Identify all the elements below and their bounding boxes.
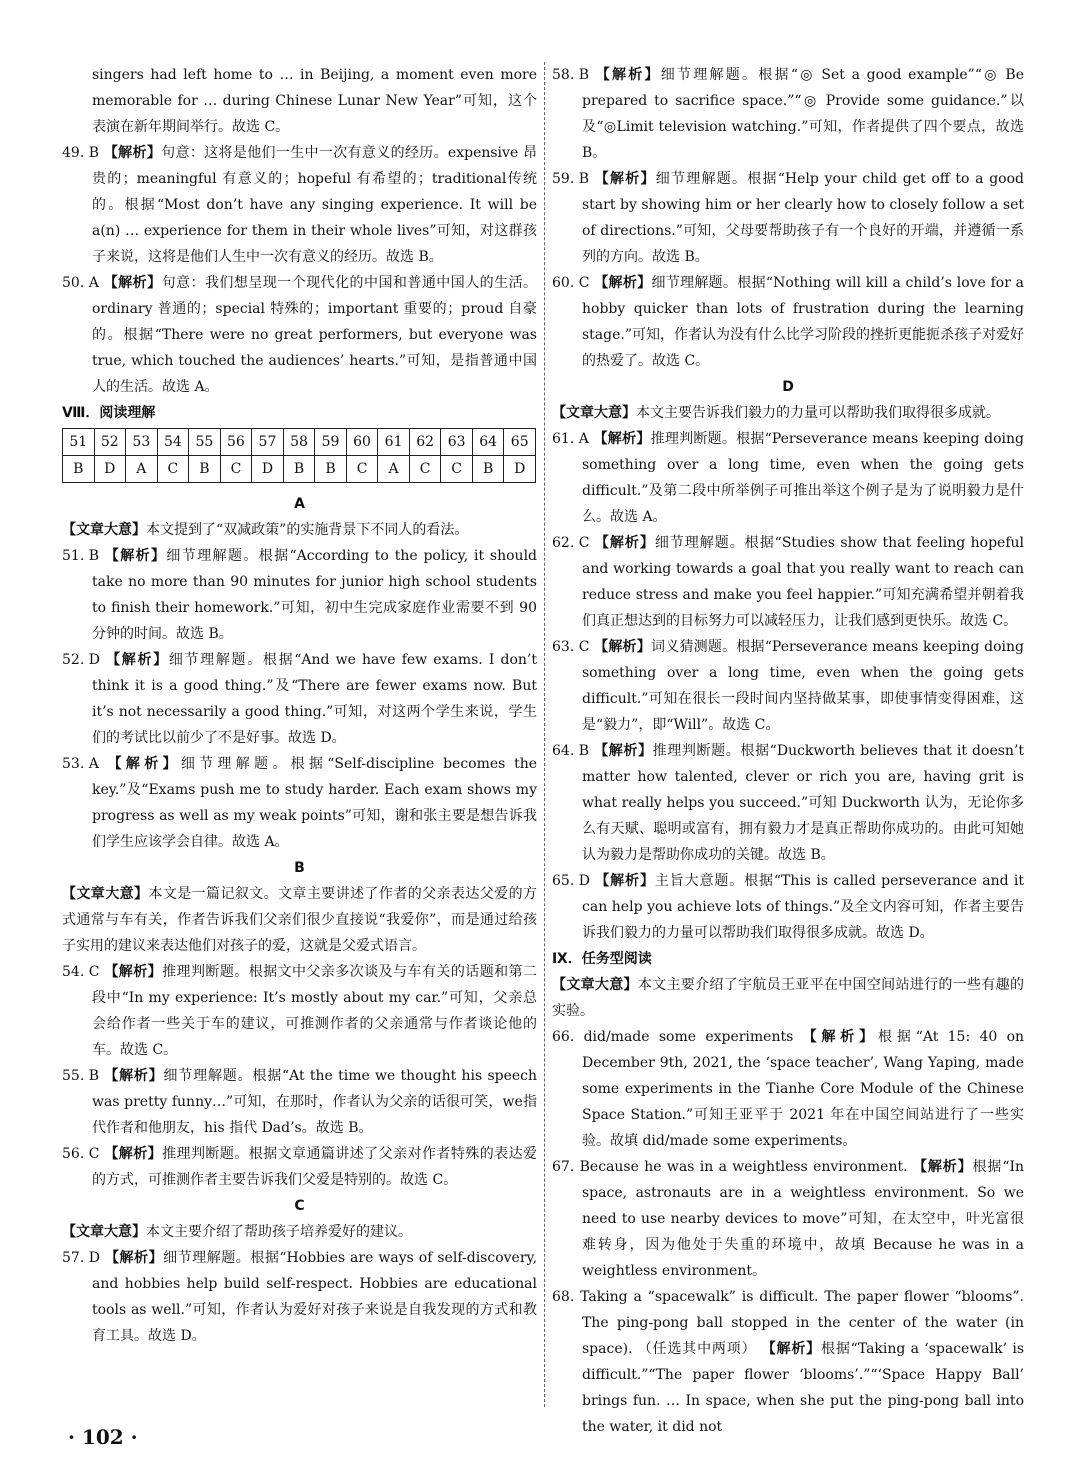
answer-55-text: 细节理解题。根据“At the time we thought his speech was pretty funny…”可知，在那时，作者认为父亲的话很可笑，we指代作者和他朋友，his 指代 Dad’s。故选 B。 bbox=[92, 1068, 538, 1136]
table-cell: 64 bbox=[472, 429, 504, 456]
answer-52 bbox=[62, 647, 537, 751]
summary-c-text: 本文主要介绍了帮助孩子培养爱好的建议。 bbox=[146, 1224, 412, 1240]
answer-60 bbox=[552, 270, 1024, 374]
summary-a bbox=[62, 517, 537, 543]
table-cell: B bbox=[189, 456, 221, 483]
table-cell: 54 bbox=[157, 429, 189, 456]
table-cell: 53 bbox=[126, 429, 158, 456]
answer-table-numbers bbox=[63, 429, 536, 456]
table-cell: 62 bbox=[409, 429, 441, 456]
answer-50-text: 句意：我们想呈现一个现代化的中国和普通中国人的生活。ordinary 普通的；special 特殊的；important 重要的；proud 自豪的。根据“There were no great performers, but everyone was true, which touched the audiences’ hearts.”可知，是指普通中国人的生活。故选 A。 bbox=[92, 275, 538, 395]
table-cell: B bbox=[63, 456, 95, 483]
table-cell: 55 bbox=[189, 429, 221, 456]
answer-56 bbox=[62, 1141, 537, 1193]
answer-54-num: 54. C bbox=[62, 964, 100, 980]
answer-59 bbox=[552, 166, 1024, 270]
answer-53-tag: 【解析】 bbox=[107, 756, 181, 772]
table-cell: 60 bbox=[346, 429, 378, 456]
answer-52-tag: 【解析】 bbox=[106, 652, 169, 668]
answer-59-text: 细节理解题。根据“Help your child get off to a good start by showing him or her clearly how to closely follow a set of directions.”可知，父母要帮助孩子有一个良好的开端，并遵循一系列的方向。故选 B。 bbox=[582, 171, 1025, 265]
answer-62-num: 62. C bbox=[552, 535, 590, 551]
table-cell: 63 bbox=[441, 429, 473, 456]
summary-c-tag: 【文章大意】 bbox=[62, 1224, 146, 1240]
table-cell: B bbox=[472, 456, 504, 483]
summary-9 bbox=[552, 972, 1024, 1024]
answer-58 bbox=[552, 62, 1024, 166]
answer-60-text: 细节理解题。根据“Nothing will kill a child’s love for a hobby quicker than lots of frustration during the learning stage.”可知，作者认为没有什么比学习阶段的挫折更能扼杀孩子对爱好的热爱了。故选 C。 bbox=[582, 275, 1025, 369]
table-cell: 52 bbox=[94, 429, 126, 456]
answer-58-tag: 【解析】 bbox=[595, 67, 661, 83]
column-divider bbox=[544, 62, 545, 1407]
answer-51-text: 细节理解题。根据“According to the policy, it should take no more than 90 minutes for junior high school students to finish their homework.”可知，初中生完成家庭作业需要不到 90 分钟的时间。故选 B。 bbox=[92, 548, 538, 642]
answer-54-text: 推理判断题。根据文中父亲多次谈及与车有关的话题和第二段中“In my experience: It’s mostly about my car.”可知，父亲总会给作者一些关于车的建议，可推测作者的父亲通常与作者谈论他的车。故选 C。 bbox=[92, 964, 538, 1058]
answer-54-tag: 【解析】 bbox=[104, 964, 163, 980]
summary-9-text: 本文主要介绍了宇航员王亚平在中国空间站进行的一些有趣的实验。 bbox=[552, 977, 1024, 1019]
answer-55-tag: 【解析】 bbox=[104, 1068, 164, 1084]
answer-56-tag: 【解析】 bbox=[104, 1146, 163, 1162]
answer-61 bbox=[552, 426, 1024, 530]
answer-table-letters bbox=[63, 456, 536, 483]
answer-62-text: 细节理解题。根据“Studies show that feeling hopeful and working towards a goal that you really want to reach can reduce stress and make you feel happier.”可知充满希望并朝着我们真正想达到的目标努力可以减轻压力，让我们感到更快乐。故选 C。 bbox=[582, 535, 1024, 629]
answer-68-fill: Taking a “spacewalk” is difficult. The paper flower “blooms”. The ping-pong ball stopped in the center of the water (in space). （任选其中两项） bbox=[580, 1289, 1024, 1357]
answer-55 bbox=[62, 1063, 537, 1141]
answer-68 bbox=[552, 1284, 1024, 1440]
table-cell: B bbox=[315, 456, 347, 483]
q48-continuation: singers had left home to … in Beijing, a moment even more memorable for … during Chinese Lunar New Year”可知，这个表演在新年期间举行。故选 C。 bbox=[92, 67, 537, 135]
answer-66-text: 根据“At 15: 40 on December 9th, 2021, the ‘space teacher’, Wang Yaping, made some experiments in the Tianhe Core Module of the Chinese Space Station.”可知王亚平于 2021 年在中国空间站进行了一些实验。故填 did/made some experiments。 bbox=[582, 1029, 1025, 1149]
answer-64-tag: 【解析】 bbox=[594, 743, 653, 759]
answer-53-num: 53. A bbox=[62, 756, 99, 772]
answer-60-tag: 【解析】 bbox=[594, 275, 652, 291]
answer-49-num: 49. B bbox=[62, 145, 100, 161]
passage-b-heading: B bbox=[294, 860, 305, 876]
answer-62 bbox=[552, 530, 1024, 634]
answer-67-tag: 【解析】 bbox=[912, 1159, 973, 1175]
answer-65-text: 主旨大意题。根据“This is called perseverance and it can help you achieve lots of things.”及全文内容可知，作者主要告诉我们毅力的力量可以帮助我们取得很多成就。故选 D。 bbox=[582, 873, 1024, 941]
answer-68-num: 68. bbox=[552, 1289, 575, 1305]
answer-66 bbox=[552, 1024, 1024, 1154]
answer-57-num: 57. D bbox=[62, 1250, 100, 1266]
table-cell: 58 bbox=[283, 429, 315, 456]
passage-d-heading: D bbox=[782, 379, 794, 395]
answer-49 bbox=[62, 140, 537, 270]
answer-58-num: 58. B bbox=[552, 67, 590, 83]
table-cell: A bbox=[126, 456, 158, 483]
answer-51 bbox=[62, 543, 537, 647]
answer-68-tag: 【解析】 bbox=[761, 1341, 822, 1357]
answer-66-tag: 【解析】 bbox=[802, 1029, 878, 1045]
answer-53 bbox=[62, 751, 537, 855]
passage-c-heading: C bbox=[294, 1198, 305, 1214]
answer-63-tag: 【解析】 bbox=[594, 639, 651, 655]
table-cell: C bbox=[157, 456, 189, 483]
answer-52-num: 52. D bbox=[62, 652, 100, 668]
table-cell: C bbox=[346, 456, 378, 483]
table-cell: 51 bbox=[63, 429, 95, 456]
answer-50-tag: 【解析】 bbox=[103, 275, 162, 291]
answer-60-num: 60. C bbox=[552, 275, 590, 291]
section-8-title: Ⅷ．阅读理解 bbox=[62, 405, 156, 421]
table-cell: C bbox=[441, 456, 473, 483]
section-9-title: Ⅸ．任务型阅读 bbox=[552, 951, 652, 967]
answer-61-tag: 【解析】 bbox=[593, 431, 651, 447]
summary-b bbox=[62, 881, 537, 959]
answer-57-text: 细节理解题。根据“Hobbies are ways of self-discovery, and hobbies help build self-respect. Hobbies are educational tools as well.”可知，作者认为爱好对孩子来说是自我发现的方式和教育工具。故选 D。 bbox=[92, 1250, 538, 1344]
answer-63 bbox=[552, 634, 1024, 738]
summary-9-tag: 【文章大意】 bbox=[552, 977, 638, 993]
answer-59-num: 59. B bbox=[552, 171, 590, 187]
answer-67-fill: Because he was in a weightless environment. bbox=[579, 1159, 908, 1175]
answer-56-text: 推理判断题。根据文章通篇讲述了父亲对作者特殊的表达爱的方式，可推测作者主要告诉我们父爱是特别的。故选 C。 bbox=[92, 1146, 538, 1188]
table-cell: 61 bbox=[378, 429, 410, 456]
summary-b-tag: 【文章大意】 bbox=[62, 886, 149, 902]
answer-49-text: 句意：这将是他们一生中一次有意义的经历。expensive 昂贵的；meaningful 有意义的；hopeful 有希望的；traditional传统的。根据“Most don’t have any singing experience. It will be a(n) … experience for them in their whole lives”可知，对这群孩子来说，这将是他们人生中一次有意义的经历。故选 B。 bbox=[92, 145, 538, 265]
answer-56-num: 56. C bbox=[62, 1146, 100, 1162]
right-column bbox=[552, 62, 1024, 1440]
left-column bbox=[62, 62, 537, 1349]
answer-67-num: 67. bbox=[552, 1159, 575, 1175]
answer-51-tag: 【解析】 bbox=[104, 548, 167, 564]
passage-a-heading: A bbox=[294, 496, 305, 512]
answer-49-tag: 【解析】 bbox=[103, 145, 162, 161]
answer-50 bbox=[62, 270, 537, 400]
answer-67-text: 根据“In space, astronauts are in a weightless environment. So we need to use nearby devices to move”可知，在太空中，叶光富很难转身，因为他处于失重的环境中，故填 Because he was in a weightless environment。 bbox=[582, 1159, 1025, 1279]
summary-d-text: 本文主要告诉我们毅力的力量可以帮助我们取得很多成就。 bbox=[636, 405, 1000, 421]
answer-64-text: 推理判断题。根据“Duckworth believes that it doesn’t matter how talented, clever or rich you are, having grit is what really helps you succeed.”可知 Duckworth 认为，无论你多么有天赋、聪明或富有，拥有毅力才是真正帮助你成功的。由此可知她认为毅力是帮助你成功的关键。故选 B。 bbox=[582, 743, 1025, 863]
table-cell: 56 bbox=[220, 429, 252, 456]
answer-66-num: 66. bbox=[552, 1029, 575, 1045]
answer-55-num: 55. B bbox=[62, 1068, 100, 1084]
table-cell: 65 bbox=[504, 429, 536, 456]
answer-51-num: 51. B bbox=[62, 548, 100, 564]
answer-table bbox=[62, 428, 536, 483]
summary-b-text: 本文是一篇记叙文。文章主要讲述了作者的父亲表达父爱的方式通常与车有关，作者告诉我们父亲们很少直接说“我爱你”，而是通过给孩子实用的建议来表达他们对孩子的爱，这就是父爱式语言。 bbox=[62, 886, 537, 954]
answer-59-tag: 【解析】 bbox=[594, 171, 656, 187]
answer-64-num: 64. B bbox=[552, 743, 590, 759]
answer-68-text: 根据“Taking a ‘spacewalk’ is difficult.”“The paper flower ‘blooms’.”“‘Space Happy Ball’ brings fun. … In space, when she put the ping-pong ball into the water, it did not bbox=[582, 1341, 1025, 1435]
table-cell: 57 bbox=[252, 429, 284, 456]
summary-a-tag: 【文章大意】 bbox=[62, 522, 146, 538]
answer-57-tag: 【解析】 bbox=[104, 1250, 164, 1266]
answer-67 bbox=[552, 1154, 1024, 1284]
answer-61-text: 推理判断题。根据“Perseverance means keeping doing something over a long time, even when the going gets difficult.”及第二段中所举例子可推出举这个例子是为了说明毅力是什么。故选 A。 bbox=[582, 431, 1024, 525]
answer-63-num: 63. C bbox=[552, 639, 590, 655]
answer-53-text: 细节理解题。根据“Self-discipline becomes the key.”及“Exams push me to study harder. Each exam shows my progress as well as my weak points”可知，谢和张主要是想告诉我们学生应该学会自律。故选 A。 bbox=[92, 756, 538, 850]
summary-a-text: 本文提到了“双减政策”的实施背景下不同人的看法。 bbox=[146, 522, 469, 538]
answer-65 bbox=[552, 868, 1024, 946]
table-cell: 59 bbox=[315, 429, 347, 456]
answer-66-fill: did/made some experiments bbox=[583, 1029, 794, 1045]
answer-57 bbox=[62, 1245, 537, 1349]
answer-65-num: 65. D bbox=[552, 873, 590, 889]
page-number: · 102 · bbox=[68, 1425, 138, 1449]
table-cell: C bbox=[409, 456, 441, 483]
answer-52-text: 细节理解题。根据“And we have few exams. I don’t think it is a good thing.”及“There are fewer exams now. But it’s not necessarily a good thing.”可知，对这两个学生来说，学生们的考试比以前少了不是好事。故选 D。 bbox=[92, 652, 537, 746]
table-cell: D bbox=[504, 456, 536, 483]
answer-54 bbox=[62, 959, 537, 1063]
table-cell: A bbox=[378, 456, 410, 483]
answer-61-num: 61. A bbox=[552, 431, 589, 447]
table-cell: B bbox=[283, 456, 315, 483]
answer-64 bbox=[552, 738, 1024, 868]
summary-d-tag: 【文章大意】 bbox=[552, 405, 636, 421]
answer-62-tag: 【解析】 bbox=[594, 535, 655, 551]
answer-50-num: 50. A bbox=[62, 275, 99, 291]
answer-63-text: 词义猜测题。根据“Perseverance means keeping doing something over a long time, even when the going gets difficult.”可知在很长一段时间内坚持做某事，即使事情变得困难，这是“毅力”，即“Will”。故选 C。 bbox=[582, 639, 1024, 733]
answer-58-text: 细节理解题。根据“◎ Set a good example”“◎ Be prepared to sacrifice space.”“◎ Provide some guidance.”以及“◎Limit television watching.”可知，作者提供了四个要点，故选 B。 bbox=[582, 67, 1025, 161]
summary-c bbox=[62, 1219, 537, 1245]
table-cell: C bbox=[220, 456, 252, 483]
table-cell: D bbox=[94, 456, 126, 483]
answer-65-tag: 【解析】 bbox=[595, 873, 655, 889]
summary-d bbox=[552, 400, 1024, 426]
table-cell: D bbox=[252, 456, 284, 483]
